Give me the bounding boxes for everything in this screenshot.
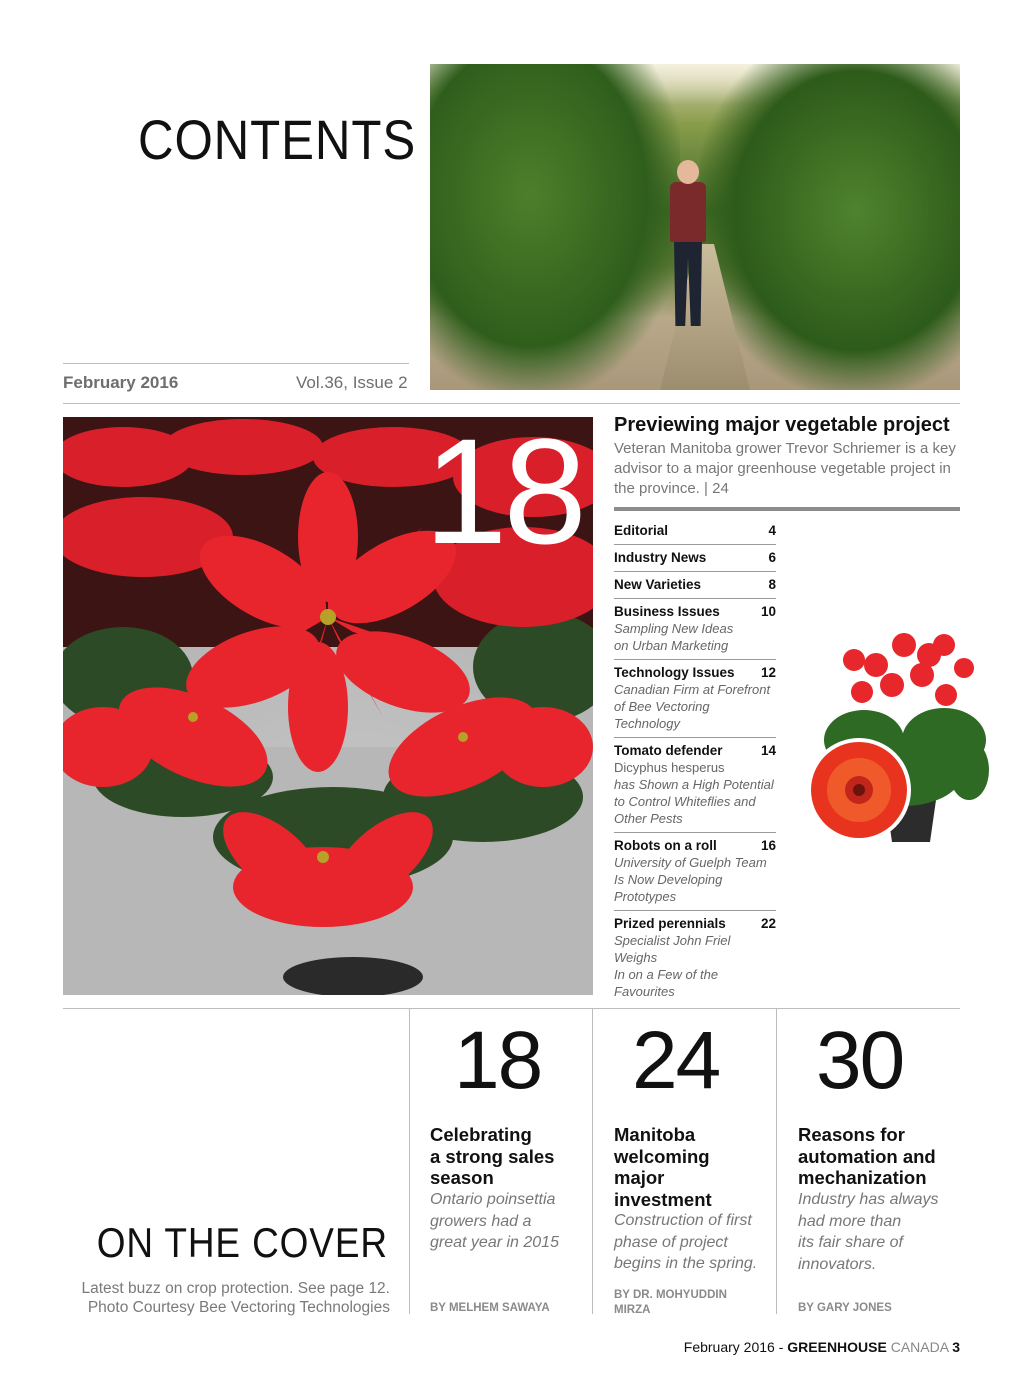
column-divider (776, 1009, 777, 1314)
footer-page-number: 3 (952, 1339, 960, 1355)
byline-line: BY MELHEM SAWAYA (430, 1302, 550, 1314)
toc-page: 16 (760, 838, 776, 853)
article-description (798, 1189, 958, 1275)
divider (63, 1008, 960, 1009)
description-line: begins in the spring. (614, 1255, 758, 1272)
headline-line: season (430, 1167, 494, 1188)
toc-subtitle: of Bee Vectoring Technology (614, 699, 710, 731)
toc-page: 4 (768, 523, 776, 538)
table-of-contents (614, 518, 776, 1005)
headline-line: major (614, 1167, 665, 1188)
toc-item-business-issues[interactable] (614, 599, 776, 660)
red-gerbera-pot-photo (804, 630, 990, 846)
article-byline (430, 1301, 580, 1316)
cover-photo-credit: Photo Courtesy Bee Vectoring Technologies (87, 1299, 390, 1316)
headline-line: Manitoba (614, 1124, 696, 1145)
column-divider (592, 1009, 593, 1314)
toc-item-new-varieties[interactable] (614, 572, 776, 599)
article-byline (798, 1301, 948, 1316)
headline-line: Celebrating (430, 1124, 532, 1145)
description-line: Construction of first (614, 1212, 752, 1229)
toc-title: Editorial (614, 523, 669, 538)
toc-page: 6 (768, 550, 776, 565)
footer-date: February 2016 - (683, 1339, 788, 1355)
toc-item-tomato-defender[interactable] (614, 738, 776, 833)
toc-item-editorial[interactable] (614, 518, 776, 545)
toc-subtitle: University of Guelph Team (614, 855, 767, 870)
footer-brand-light: CANADA (886, 1339, 953, 1355)
headline-line: a strong sales (430, 1145, 555, 1167)
description-line: its fair share of (798, 1234, 903, 1251)
toc-subtitle: on Urban Marketing (614, 638, 729, 653)
toc-subtitle: Prototypes (614, 889, 677, 904)
description-line: great year in 2015 (430, 1234, 559, 1251)
article-page-number: 24 (632, 1015, 720, 1106)
article-page-number: 30 (816, 1015, 904, 1106)
toc-item-robots-on-a-roll[interactable] (614, 833, 776, 911)
article-page-number: 18 (454, 1015, 542, 1106)
headline-line: automation and (798, 1145, 936, 1167)
article-description (614, 1210, 774, 1275)
toc-page: 8 (768, 577, 776, 592)
toc-title: Robots on a roll (614, 838, 717, 853)
description-line: had more than (798, 1212, 902, 1230)
footer-brand: GREENHOUSE (787, 1339, 887, 1355)
byline-line: BY DR. MOHYUDDIN (614, 1289, 727, 1301)
feature-description: Veteran Manitoba grower Trevor Schriemer is a key advisor to a major greenhouse vegetable project in the province. | 24 (614, 440, 956, 497)
toc-subtitle: Other Pests (614, 811, 683, 826)
greenhouse-vegetable-photo (430, 64, 960, 390)
toc-subtitle: Canadian Firm at Forefront (614, 682, 771, 697)
toc-page: 10 (760, 604, 776, 619)
description-line: Industry has always (798, 1191, 939, 1208)
divider (63, 403, 960, 404)
description-line: phase of project (614, 1233, 728, 1251)
headline-line: investment (614, 1188, 712, 1210)
toc-page: 12 (760, 665, 776, 680)
headline-line: Reasons for (798, 1124, 905, 1145)
toc-page: 22 (760, 916, 776, 931)
toc-subtitle: has Shown a High Potential (614, 777, 774, 792)
article-byline (614, 1288, 764, 1318)
description-line: innovators. (798, 1255, 877, 1273)
feature-page-number: 18 (424, 407, 583, 575)
toc-subtitle: Dicyphus hesperus (614, 760, 725, 775)
article-headline[interactable] (798, 1124, 958, 1189)
toc-title: Prized perennials (614, 916, 726, 931)
toc-item-technology-issues[interactable] (614, 660, 776, 738)
toc-title: Tomato defender (614, 743, 723, 758)
page-footer (684, 1339, 960, 1355)
description-line: Ontario poinsettia (430, 1191, 556, 1208)
issue-volume: Vol.36, Issue 2 (296, 373, 408, 392)
cover-caption: Latest buzz on crop protection. See page 12. (81, 1280, 390, 1297)
headline-line: welcoming (614, 1145, 710, 1167)
toc-title: New Varieties (614, 577, 702, 592)
page-title: CONTENTS (138, 108, 417, 171)
toc-item-industry-news[interactable] (614, 545, 776, 572)
toc-subtitle: Is Now Developing (614, 872, 723, 887)
article-headline[interactable] (614, 1124, 774, 1210)
issue-date: February 2016 (63, 373, 179, 392)
toc-item-prized-perennials[interactable] (614, 911, 776, 1005)
article-description (430, 1189, 590, 1254)
description-line: growers had a (430, 1212, 532, 1230)
toc-page: 14 (760, 743, 776, 758)
cover-heading: ON THE COVER (96, 1219, 388, 1266)
column-divider (409, 1009, 410, 1314)
toc-title: Business Issues (614, 604, 720, 619)
toc-subtitle: to Control Whiteflies and (614, 794, 756, 809)
divider (63, 363, 409, 364)
gerbera-illustration (804, 630, 990, 846)
toc-title: Technology Issues (614, 665, 735, 680)
headline-line: mechanization (798, 1167, 927, 1188)
byline-line: MIRZA (614, 1304, 651, 1316)
feature-divider-bar (614, 507, 960, 511)
toc-subtitle: Specialist John Friel Weighs (614, 933, 731, 965)
byline-line: BY GARY JONES (798, 1302, 892, 1314)
toc-title: Industry News (614, 550, 707, 565)
toc-subtitle: Favourites (614, 984, 675, 999)
article-headline[interactable] (430, 1124, 590, 1189)
feature-title[interactable]: Previewing major vegetable project (614, 414, 950, 436)
toc-subtitle: Sampling New Ideas (614, 621, 734, 636)
toc-subtitle: In on a Few of the (614, 967, 719, 982)
